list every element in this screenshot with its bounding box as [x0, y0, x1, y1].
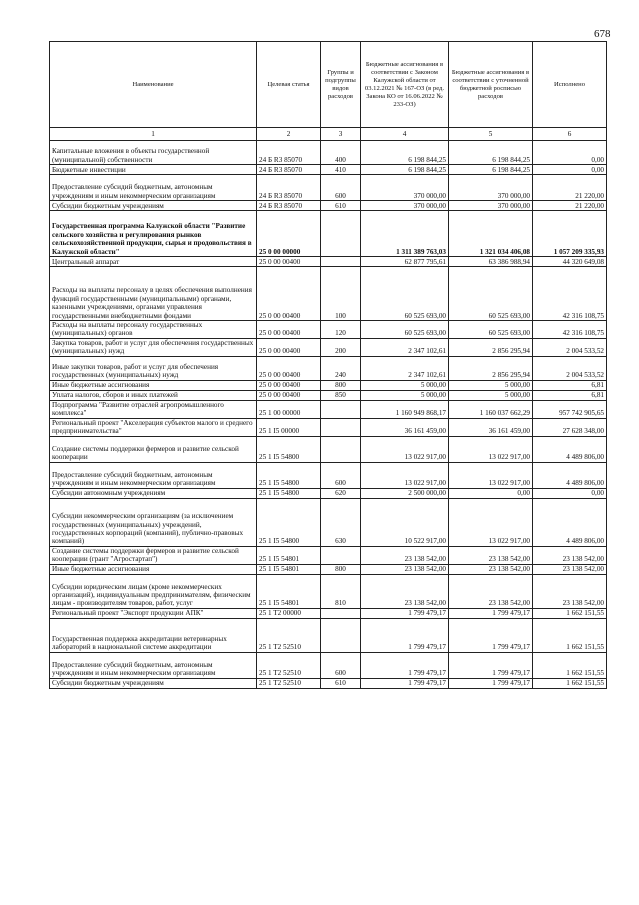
row-group-cell: 600: [321, 462, 361, 488]
row-name-cell: Создание системы поддержки фермеров и развитие сельской кооперации: [50, 436, 257, 462]
row-group-cell: 120: [321, 321, 361, 339]
budget-table: [49, 41, 607, 689]
row-revised-cell: 1 799 479,17: [449, 678, 533, 688]
row-group-cell: 240: [321, 356, 361, 380]
row-law-cell: 5 000,00: [361, 390, 449, 400]
row-law-cell: 23 138 542,00: [361, 574, 449, 608]
row-executed-cell: 4 489 806,00: [533, 462, 607, 488]
table-row: [50, 380, 607, 390]
row-name-cell: Предоставление субсидий бюджетным, автономным учреждениям и иным некоммерческим организациям: [50, 175, 257, 201]
row-target-cell: 25 0 00 00400: [257, 338, 321, 356]
row-executed-cell: 4 489 806,00: [533, 498, 607, 546]
row-revised-cell: 6 198 844,25: [449, 165, 533, 175]
row-revised-cell: 370 000,00: [449, 175, 533, 201]
header-law: Бюджетные ассигнования в соответствии с Законом Калужской области от 03.12.2021 № 167-ОЗ (в ред. Закона КО от 16.06.2022 № 233-ОЗ): [361, 42, 449, 128]
row-name-cell: Предоставление субсидий бюджетным, автономным учреждениям и иным некоммерческим организациям: [50, 652, 257, 678]
row-revised-cell: 13 022 917,00: [449, 498, 533, 546]
row-law-cell: 1 160 949 868,17: [361, 400, 449, 418]
row-target-cell: 25 1 I5 54800: [257, 462, 321, 488]
row-law-cell: 370 000,00: [361, 201, 449, 211]
row-group-cell: 850: [321, 390, 361, 400]
row-executed-cell: 2 004 533,52: [533, 338, 607, 356]
table-row: [50, 546, 607, 564]
row-revised-cell: 2 856 295,94: [449, 338, 533, 356]
row-law-cell: 60 525 693,00: [361, 267, 449, 321]
header-name: Наименование: [50, 42, 257, 128]
row-executed-cell: 4 489 806,00: [533, 436, 607, 462]
row-group-cell: [321, 418, 361, 436]
row-group-cell: [321, 546, 361, 564]
row-revised-cell: 6 198 844,25: [449, 141, 533, 165]
row-group-cell: 630: [321, 498, 361, 546]
row-law-cell: 1 799 479,17: [361, 608, 449, 618]
row-group-cell: 800: [321, 564, 361, 574]
row-law-cell: 1 799 479,17: [361, 618, 449, 652]
row-target-cell: 25 1 I5 54801: [257, 546, 321, 564]
table-row: [50, 201, 607, 211]
header-executed: Исполнено: [533, 42, 607, 128]
row-revised-cell: 1 160 037 662,29: [449, 400, 533, 418]
table-row: [50, 165, 607, 175]
row-name-cell: Региональный проект "Акселерация субъектов малого и среднего предпринимательства": [50, 418, 257, 436]
table-row: [50, 175, 607, 201]
row-group-cell: [321, 436, 361, 462]
row-target-cell: 25 1 T2 52510: [257, 652, 321, 678]
table-row: [50, 400, 607, 418]
row-law-cell: 2 500 000,00: [361, 488, 449, 498]
row-revised-cell: 36 161 459,00: [449, 418, 533, 436]
row-executed-cell: 1 662 151,55: [533, 652, 607, 678]
header-revised: Бюджетные ассигнования в соответствии с уточненной бюджетной росписью расходов: [449, 42, 533, 128]
row-executed-cell: 21 220,00: [533, 201, 607, 211]
row-law-cell: 13 022 917,00: [361, 436, 449, 462]
row-law-cell: 10 522 917,00: [361, 498, 449, 546]
row-law-cell: 2 347 102,61: [361, 338, 449, 356]
table-row: [50, 321, 607, 339]
row-group-cell: 600: [321, 652, 361, 678]
row-target-cell: 25 1 I5 54800: [257, 488, 321, 498]
row-law-cell: 2 347 102,61: [361, 356, 449, 380]
row-executed-cell: 957 742 905,65: [533, 400, 607, 418]
row-name-cell: Расходы на выплаты персоналу государственных (муниципальных) органов: [50, 321, 257, 339]
row-executed-cell: 6,81: [533, 380, 607, 390]
row-revised-cell: 1 799 479,17: [449, 652, 533, 678]
row-group-cell: [321, 257, 361, 267]
row-target-cell: 25 0 00 00400: [257, 356, 321, 380]
row-revised-cell: 5 000,00: [449, 380, 533, 390]
column-number: 4: [361, 128, 449, 141]
row-name-cell: Подпрограмма "Развитие отраслей агропромышленного комплекса": [50, 400, 257, 418]
table-body: [50, 141, 607, 689]
table-row: [50, 498, 607, 546]
row-target-cell: 25 1 T2 52510: [257, 618, 321, 652]
row-target-cell: 25 1 I5 54800: [257, 436, 321, 462]
row-target-cell: 25 1 I5 54800: [257, 498, 321, 546]
row-revised-cell: 2 856 295,94: [449, 356, 533, 380]
row-target-cell: 25 1 I5 00000: [257, 418, 321, 436]
row-name-cell: Уплата налогов, сборов и иных платежей: [50, 390, 257, 400]
row-target-cell: 25 1 I5 54801: [257, 564, 321, 574]
table-row: [50, 211, 607, 257]
row-name-cell: Государственная поддержка аккредитации ветеринарных лабораторий в национальной системе аккредитации: [50, 618, 257, 652]
row-target-cell: 25 0 00 00400: [257, 267, 321, 321]
row-revised-cell: 13 022 917,00: [449, 436, 533, 462]
row-executed-cell: 23 138 542,00: [533, 564, 607, 574]
row-executed-cell: 44 320 649,08: [533, 257, 607, 267]
row-group-cell: [321, 400, 361, 418]
row-revised-cell: 60 525 693,00: [449, 267, 533, 321]
row-executed-cell: 0,00: [533, 165, 607, 175]
row-executed-cell: 6,81: [533, 390, 607, 400]
row-name-cell: Бюджетные инвестиции: [50, 165, 257, 175]
table-row: [50, 618, 607, 652]
column-number: 5: [449, 128, 533, 141]
row-law-cell: 13 022 917,00: [361, 462, 449, 488]
table-row: [50, 141, 607, 165]
table-row: [50, 356, 607, 380]
row-revised-cell: 5 000,00: [449, 390, 533, 400]
row-target-cell: 25 0 00 00400: [257, 257, 321, 267]
table-header-row: [50, 42, 607, 128]
row-executed-cell: 23 138 542,00: [533, 546, 607, 564]
row-name-cell: Создание системы поддержки фермеров и развитие сельской кооперации (грант "Агростартап"): [50, 546, 257, 564]
row-target-cell: 24 Б R3 85070: [257, 201, 321, 211]
row-law-cell: 62 877 795,61: [361, 257, 449, 267]
table-row: [50, 390, 607, 400]
row-target-cell: 24 Б R3 85070: [257, 165, 321, 175]
row-revised-cell: 63 386 988,94: [449, 257, 533, 267]
column-number: 2: [257, 128, 321, 141]
row-group-cell: 620: [321, 488, 361, 498]
row-group-cell: 200: [321, 338, 361, 356]
row-target-cell: 25 1 00 00000: [257, 400, 321, 418]
row-group-cell: [321, 608, 361, 618]
row-target-cell: 25 1 T2 00000: [257, 608, 321, 618]
row-name-cell: Иные закупки товаров, работ и услуг для обеспечения государственных (муниципальных) нужд: [50, 356, 257, 380]
row-executed-cell: 1 662 151,55: [533, 678, 607, 688]
row-target-cell: 24 Б R3 85070: [257, 175, 321, 201]
table-row: [50, 436, 607, 462]
row-executed-cell: 23 138 542,00: [533, 574, 607, 608]
row-executed-cell: 27 628 348,00: [533, 418, 607, 436]
row-executed-cell: 0,00: [533, 488, 607, 498]
table-row: [50, 574, 607, 608]
row-law-cell: 1 799 479,17: [361, 678, 449, 688]
row-law-cell: 5 000,00: [361, 380, 449, 390]
row-target-cell: 25 0 00 00000: [257, 211, 321, 257]
row-revised-cell: 1 799 479,17: [449, 618, 533, 652]
table-row: [50, 257, 607, 267]
row-name-cell: Региональный проект "Экспорт продукции АПК": [50, 608, 257, 618]
row-group-cell: 600: [321, 175, 361, 201]
row-group-cell: 800: [321, 380, 361, 390]
row-name-cell: Субсидии бюджетным учреждениям: [50, 678, 257, 688]
table-row: [50, 652, 607, 678]
row-law-cell: 23 138 542,00: [361, 546, 449, 564]
row-name-cell: Субсидии бюджетным учреждениям: [50, 201, 257, 211]
row-revised-cell: 370 000,00: [449, 201, 533, 211]
row-law-cell: 6 198 844,25: [361, 141, 449, 165]
row-group-cell: 400: [321, 141, 361, 165]
row-group-cell: 410: [321, 165, 361, 175]
table-row: [50, 462, 607, 488]
row-name-cell: Субсидии юридическим лицам (кроме некоммерческих организаций), индивидуальным предпринимателям, физическим лицам - производителям товаров, работ, услуг: [50, 574, 257, 608]
row-name-cell: Субсидии автономным учреждениям: [50, 488, 257, 498]
row-group-cell: [321, 618, 361, 652]
header-group: Группы и подгруппы видов расходов: [321, 42, 361, 128]
row-target-cell: 25 0 00 00400: [257, 390, 321, 400]
row-target-cell: 25 1 T2 52510: [257, 678, 321, 688]
row-group-cell: 610: [321, 201, 361, 211]
row-revised-cell: 1 799 479,17: [449, 608, 533, 618]
row-target-cell: 24 Б R3 85070: [257, 141, 321, 165]
table-row: [50, 564, 607, 574]
row-law-cell: 60 525 693,00: [361, 321, 449, 339]
row-executed-cell: 1 662 151,55: [533, 608, 607, 618]
row-name-cell: Капитальные вложения в объекты государственной (муниципальной) собственности: [50, 141, 257, 165]
row-group-cell: 100: [321, 267, 361, 321]
table-row: [50, 488, 607, 498]
column-number: 3: [321, 128, 361, 141]
row-executed-cell: 42 316 108,75: [533, 321, 607, 339]
row-name-cell: Закупка товаров, работ и услуг для обеспечения государственных (муниципальных) нужд: [50, 338, 257, 356]
row-name-cell: Государственная программа Калужской области "Развитие сельского хозяйства и регулирования рынков сельскохозяйственной продукции, сырья и продовольствия в Калужской области": [50, 211, 257, 257]
row-law-cell: 36 161 459,00: [361, 418, 449, 436]
row-law-cell: 1 311 389 763,03: [361, 211, 449, 257]
row-revised-cell: 23 138 542,00: [449, 564, 533, 574]
row-name-cell: Расходы на выплаты персоналу в целях обеспечения выполнения функций государственными (муниципальными) органами, казенными учреждениями, органами управления государственными внебюджетными фондами: [50, 267, 257, 321]
row-name-cell: Иные бюджетные ассигнования: [50, 564, 257, 574]
row-group-cell: [321, 211, 361, 257]
row-name-cell: Субсидии некоммерческим организациям (за исключением государственных (муниципальных) учреждений, государственных корпораций (компаний), публично-правовых компаний): [50, 498, 257, 546]
row-executed-cell: 21 220,00: [533, 175, 607, 201]
row-group-cell: 610: [321, 678, 361, 688]
row-executed-cell: 2 004 533,52: [533, 356, 607, 380]
header-target: Целевая статья: [257, 42, 321, 128]
row-executed-cell: 42 316 108,75: [533, 267, 607, 321]
column-number-row: [50, 128, 607, 141]
row-law-cell: 370 000,00: [361, 175, 449, 201]
row-name-cell: Центральный аппарат: [50, 257, 257, 267]
row-law-cell: 6 198 844,25: [361, 165, 449, 175]
row-name-cell: Предоставление субсидий бюджетным, автономным учреждениям и иным некоммерческим организациям: [50, 462, 257, 488]
row-law-cell: 23 138 542,00: [361, 564, 449, 574]
column-number: 1: [50, 128, 257, 141]
row-target-cell: 25 0 00 00400: [257, 321, 321, 339]
table-row: [50, 267, 607, 321]
row-group-cell: 810: [321, 574, 361, 608]
row-target-cell: 25 1 I5 54801: [257, 574, 321, 608]
row-executed-cell: 1 662 151,55: [533, 618, 607, 652]
table-row: [50, 678, 607, 688]
page-number: 678: [594, 28, 611, 40]
table-row: [50, 418, 607, 436]
row-revised-cell: 23 138 542,00: [449, 574, 533, 608]
row-revised-cell: 23 138 542,00: [449, 546, 533, 564]
table-row: [50, 338, 607, 356]
row-revised-cell: 60 525 693,00: [449, 321, 533, 339]
row-executed-cell: 0,00: [533, 141, 607, 165]
row-name-cell: Иные бюджетные ассигнования: [50, 380, 257, 390]
row-law-cell: 1 799 479,17: [361, 652, 449, 678]
row-revised-cell: 0,00: [449, 488, 533, 498]
row-revised-cell: 1 321 034 406,08: [449, 211, 533, 257]
column-number: 6: [533, 128, 607, 141]
row-executed-cell: 1 057 209 335,93: [533, 211, 607, 257]
row-target-cell: 25 0 00 00400: [257, 380, 321, 390]
table-row: [50, 608, 607, 618]
row-revised-cell: 13 022 917,00: [449, 462, 533, 488]
